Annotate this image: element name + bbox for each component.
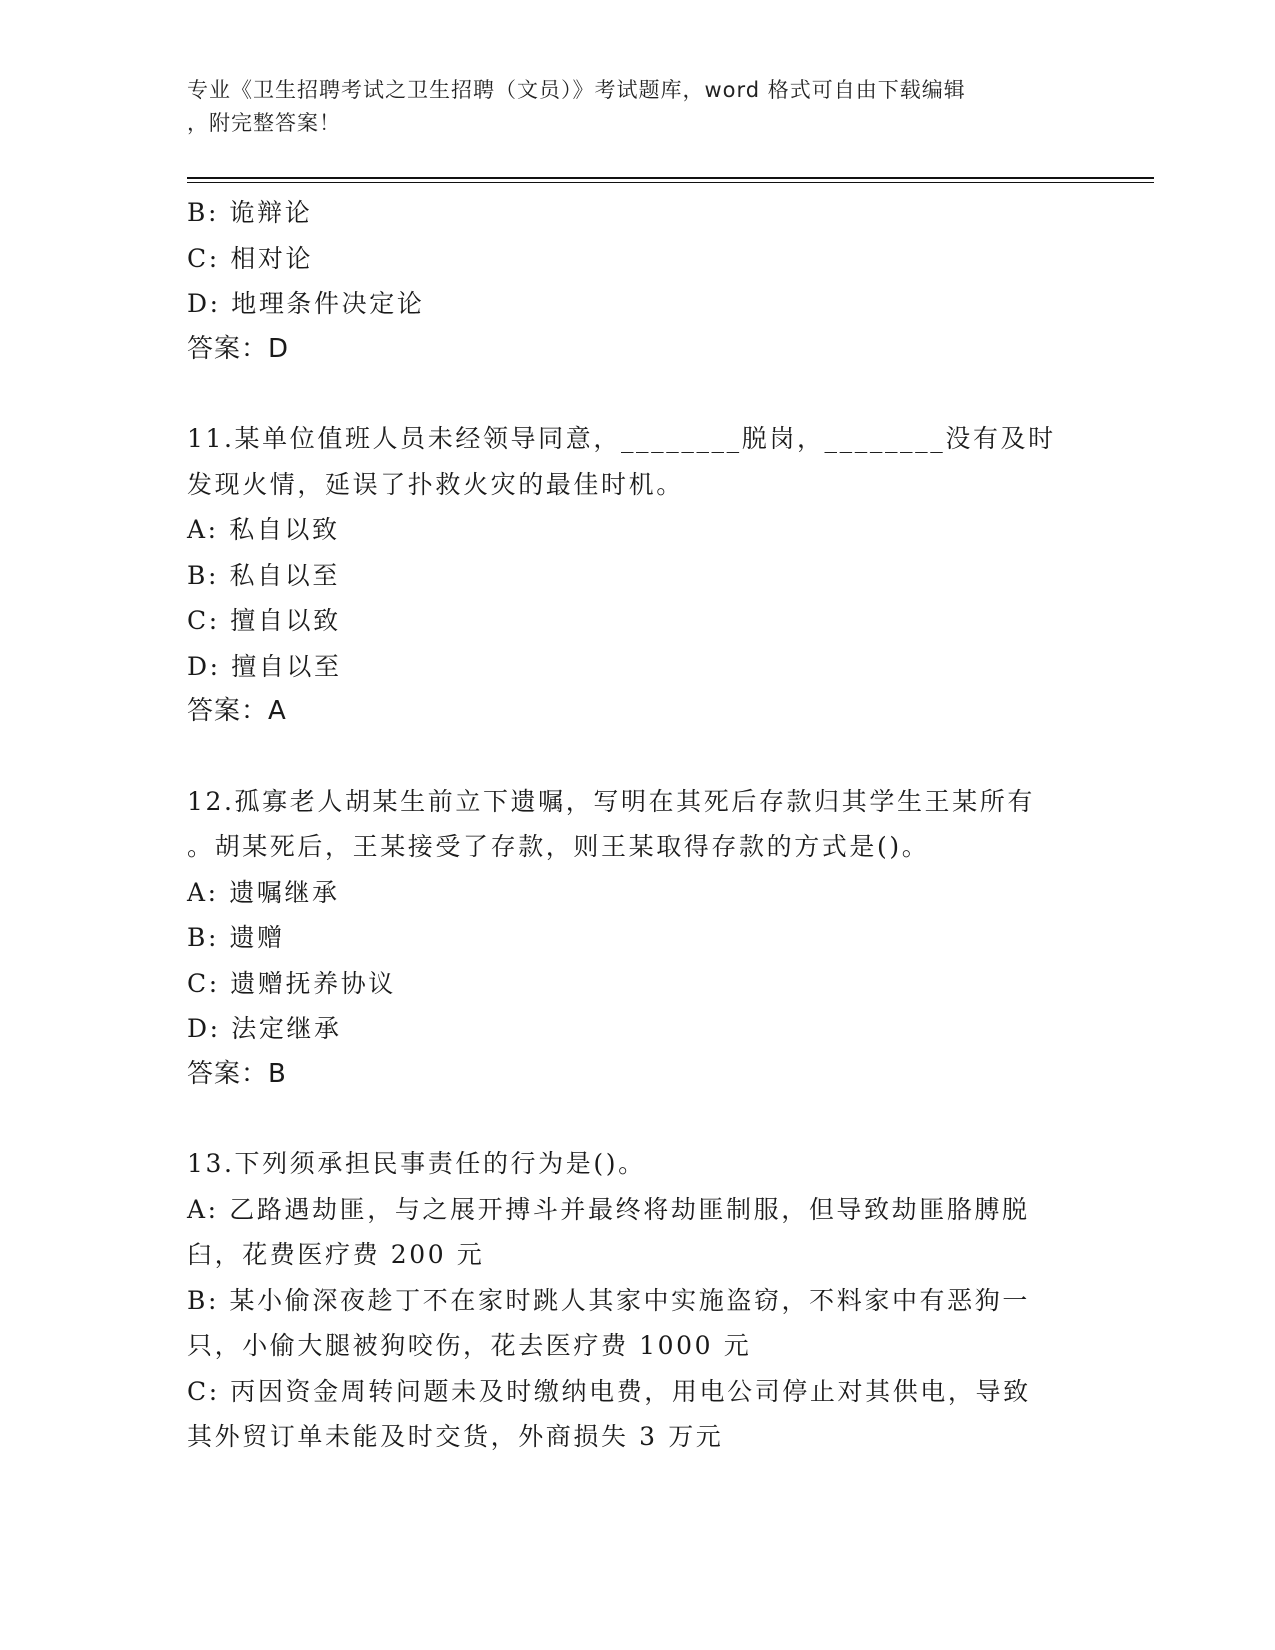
option-d: D: 擅自以至	[187, 651, 342, 681]
question-12	[187, 779, 1067, 1098]
header-line-2: ，附完整答案！	[187, 111, 341, 135]
option-c: C: 丙因资金周转问题未及时缴纳电费，用电公司停止对其供电，导致	[187, 1376, 1031, 1406]
option-a: A: 乙路遇劫匪，与之展开搏斗并最终将劫匪制服，但导致劫匪胳膊脱	[187, 1194, 1030, 1224]
answer-line: 答案：D	[187, 333, 290, 364]
option-a: A: 私自以致	[187, 515, 340, 544]
option-b: B: 诡辩论	[187, 198, 313, 227]
option-c: C: 遗赠抚养协议	[187, 968, 396, 998]
option-b: B: 私自以至	[187, 560, 340, 590]
header-line-1: 专业《卫生招聘考试之卫生招聘（文员）》考试题库，word 格式可自由下载编辑	[187, 78, 966, 102]
question-text: 12.孤寡老人胡某生前立下遗嘱，写明在其死后存款归其学生王某所有	[187, 786, 1035, 816]
answer-line: 答案：B	[187, 1058, 287, 1089]
option-b: B: 遗赠	[187, 923, 285, 952]
header-divider-thick	[187, 177, 1154, 179]
option-b-continued: 只，小偷大腿被狗咬伤，花去医疗费 1000 元	[187, 1331, 752, 1360]
option-c: C: 相对论	[187, 243, 314, 273]
question-text: 11.某单位值班人员未经领导同意，________脱岗，________没有及时	[187, 424, 1056, 453]
question-text: 13.下列须承担民事责任的行为是()。	[187, 1149, 646, 1178]
option-d: D: 地理条件决定论	[187, 289, 425, 318]
question-text: 。胡某死后，王某接受了存款，则王某取得存款的方式是()。	[187, 832, 930, 861]
question-10-continuation	[187, 190, 1067, 372]
header-divider-thin	[187, 182, 1154, 183]
question-11	[187, 416, 1067, 735]
option-a: A: 遗嘱继承	[187, 877, 340, 907]
question-text: 发现火情，延误了扑救火灾的最佳时机。	[187, 469, 684, 499]
option-c: C: 擅自以致	[187, 606, 341, 635]
question-13	[187, 1141, 1067, 1460]
option-c-continued: 其外贸订单未能及时交货，外商损失 3 万元	[187, 1422, 724, 1451]
option-b: B: 某小偷深夜趁丁不在家时跳人其家中实施盗窃，不料家中有恶狗一	[187, 1285, 1030, 1315]
document-body	[187, 190, 1067, 1460]
option-a-continued: 臼，花费医疗费 200 元	[187, 1240, 485, 1269]
answer-line: 答案：A	[187, 696, 287, 726]
option-d: D: 法定继承	[187, 1014, 342, 1043]
document-header	[187, 74, 1067, 140]
